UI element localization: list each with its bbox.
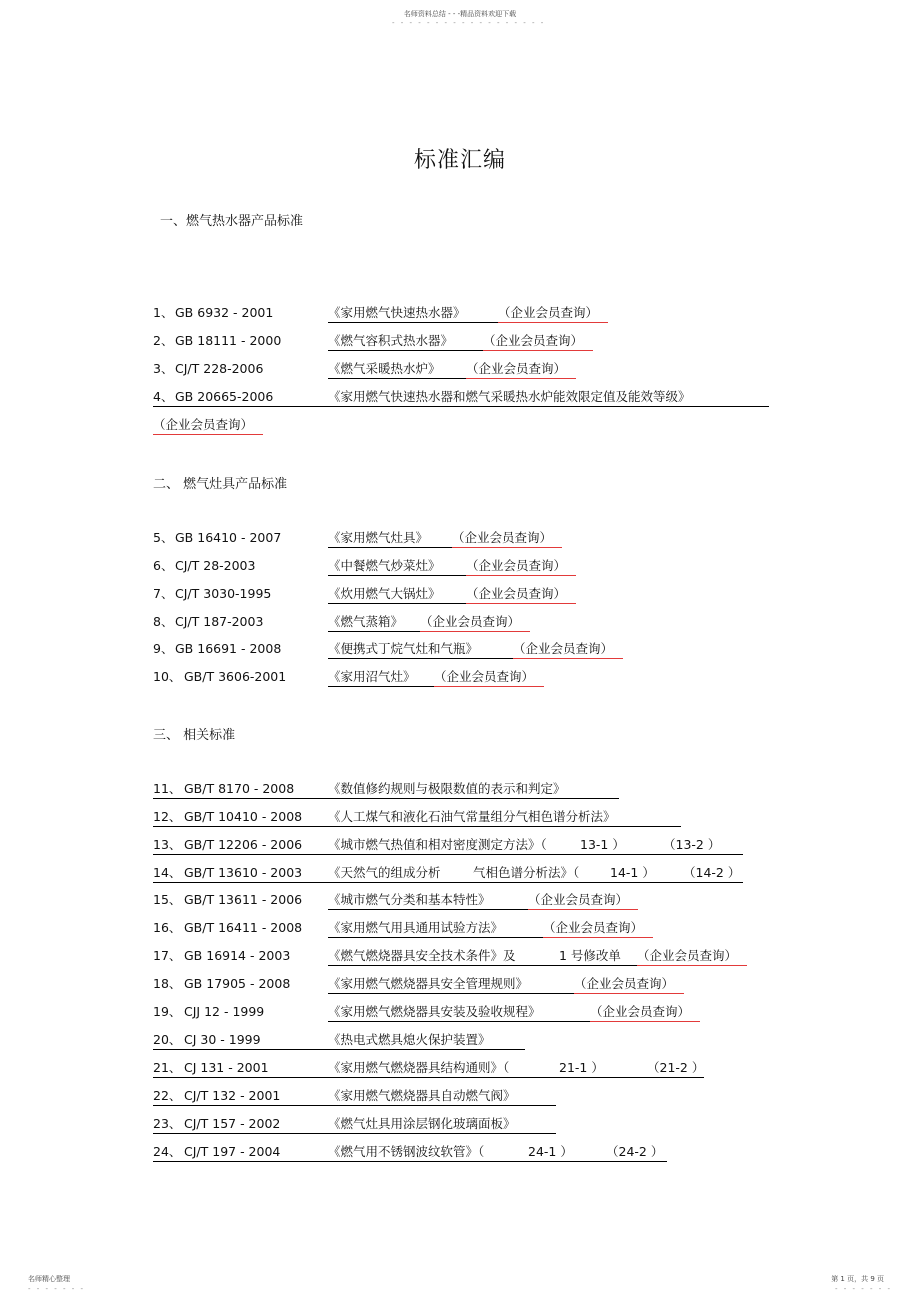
item-part: 气相色谱分析法》（ <box>473 865 580 880</box>
item-note: （企业会员查询） <box>513 640 623 659</box>
item-code: GB/T 13610 - 2003 <box>184 865 303 880</box>
item-number: 20、 <box>153 1032 182 1047</box>
item-note: （企业会员查询） <box>466 360 576 379</box>
item-part: （14-2 ） <box>683 865 741 880</box>
section-heading-2: 二、 燃气灶具产品标准 <box>153 477 288 492</box>
item-code: GB 17905 - 2008 <box>184 976 291 991</box>
item-title: 《人工煤气和液化石油气常量组分气相色谱分析法》 <box>328 809 616 824</box>
item-number: 2、 <box>153 333 174 348</box>
item-code: CJ/T 3030-1995 <box>175 586 272 601</box>
standard-item-10 <box>153 668 544 686</box>
item-code: CJ/T 228-2006 <box>175 361 264 376</box>
item-code: GB 6932 - 2001 <box>175 305 274 320</box>
item-code: GB/T 8170 - 2008 <box>184 781 295 796</box>
item-title: 《燃气燃烧器具安全技术条件》及 <box>328 947 559 966</box>
item-code: CJ/T 28-2003 <box>175 558 256 573</box>
standard-item-4 <box>153 388 769 407</box>
item-title: 《家用燃气用具通用试验方法》 <box>328 919 543 938</box>
item-part: （13-2 ） <box>663 837 721 852</box>
standard-item-11 <box>153 780 619 799</box>
standard-item-8 <box>153 613 530 631</box>
standard-item-23 <box>153 1115 556 1134</box>
item-note: （企业会员查询） <box>483 332 593 351</box>
item-title: 《天然气的组成分析 <box>328 865 441 880</box>
document-title: 标准汇编 <box>413 148 506 173</box>
item-number: 23、 <box>153 1116 182 1131</box>
item-note: （企业会员查询） <box>637 947 747 966</box>
standard-item-22 <box>153 1087 556 1106</box>
item-note: （企业会员查询） <box>153 416 263 435</box>
item-title: 《便携式丁烷气灶和气瓶》 <box>328 640 513 659</box>
item-code: CJ/T 197 - 2004 <box>184 1144 281 1159</box>
item-title: 《热电式燃具熄火保护装置》 <box>328 1032 491 1047</box>
item-number: 12、 <box>153 809 182 824</box>
item-number: 14、 <box>153 865 182 880</box>
item-code: GB 20665-2006 <box>175 389 274 404</box>
item-title: 《燃气采暖热水炉》 <box>328 360 466 379</box>
item-title: 《燃气蒸箱》 <box>328 613 420 632</box>
item-code: GB/T 13611 - 2006 <box>184 892 303 907</box>
standard-item-14 <box>153 864 743 883</box>
standard-item-15 <box>153 891 638 909</box>
item-code: CJJ 12 - 1999 <box>184 1004 265 1019</box>
standard-item-4-note <box>153 416 263 434</box>
item-title: 《家用燃气燃烧器具自动燃气阀》 <box>328 1088 516 1103</box>
item-part: 13-1 ） <box>580 837 625 852</box>
item-note: （企业会员查询） <box>543 919 653 938</box>
item-number: 5、 <box>153 530 174 545</box>
item-title: 《家用燃气燃烧器具安全管理规则》 <box>328 975 574 994</box>
footer-dots-left: - - - - - - - <box>28 1285 86 1293</box>
item-title: 《家用燃气快速热水器和燃气采暖热水炉能效限定值及能效等级》 <box>328 389 691 404</box>
standard-item-19 <box>153 1003 700 1021</box>
standard-item-3 <box>153 360 589 378</box>
item-title: 《家用燃气燃烧器具结构通则》（ <box>328 1060 510 1075</box>
item-title: 《燃气灶具用涂层钢化玻璃面板》 <box>328 1116 516 1131</box>
item-code: GB 16914 - 2003 <box>184 948 291 963</box>
item-code: GB/T 3606-2001 <box>184 669 287 684</box>
item-number: 4、 <box>153 389 174 404</box>
item-title: 《燃气用不锈钢波纹软管》（ <box>328 1144 485 1159</box>
item-number: 15、 <box>153 892 182 907</box>
standard-item-24 <box>153 1143 667 1162</box>
standard-item-18 <box>153 975 684 993</box>
standard-item-1 <box>153 304 619 322</box>
item-part: 1 号修改单 <box>559 947 637 966</box>
item-code: CJ/T 157 - 2002 <box>184 1116 281 1131</box>
item-code: CJ/T 187-2003 <box>175 614 264 629</box>
standard-item-17 <box>153 947 747 965</box>
item-title: 《家用沼气灶》 <box>328 668 434 687</box>
item-part: 14-1 ） <box>610 865 655 880</box>
item-note: （企业会员查询） <box>574 975 684 994</box>
item-number: 19、 <box>153 1004 182 1019</box>
item-title: 《家用燃气灶具》 <box>328 529 452 548</box>
item-number: 9、 <box>153 641 174 656</box>
item-note: （企业会员查询） <box>466 557 576 576</box>
item-number: 3、 <box>153 361 174 376</box>
standard-item-2 <box>153 332 605 350</box>
item-code: GB 16691 - 2008 <box>175 641 282 656</box>
item-code: GB 16410 - 2007 <box>175 530 282 545</box>
item-number: 10、 <box>153 669 182 684</box>
item-note: （企业会员查询） <box>466 585 576 604</box>
item-note: （企业会员查询） <box>420 613 530 632</box>
standard-item-9 <box>153 640 623 658</box>
page-header: 名师资料总结 - - -精品资料欢迎下载 <box>403 10 517 18</box>
item-number: 22、 <box>153 1088 182 1103</box>
item-title: 《炊用燃气大锅灶》 <box>328 585 466 604</box>
standard-item-5 <box>153 529 562 547</box>
item-code: CJ/T 132 - 2001 <box>184 1088 281 1103</box>
item-note: （企业会员查询） <box>498 304 608 323</box>
item-number: 1、 <box>153 305 174 320</box>
item-note: （企业会员查询） <box>434 668 544 687</box>
section-heading-1: 一、燃气热水器产品标准 <box>160 214 304 229</box>
standard-item-20 <box>153 1031 525 1050</box>
item-number: 6、 <box>153 558 174 573</box>
item-part: 21-1 ） <box>559 1060 604 1075</box>
item-number: 24、 <box>153 1144 182 1159</box>
item-number: 17、 <box>153 948 182 963</box>
item-code: GB 18111 - 2000 <box>175 333 282 348</box>
item-note: （企业会员查询） <box>590 1003 700 1022</box>
item-note: （企业会员查询） <box>452 529 562 548</box>
header-dots: - - - - - - - - - - - - - - - - - - <box>392 19 546 27</box>
item-code: GB/T 12206 - 2006 <box>184 837 303 852</box>
item-code: GB/T 16411 - 2008 <box>184 920 303 935</box>
item-number: 21、 <box>153 1060 182 1075</box>
item-title: 《城市燃气分类和基本特性》 <box>328 891 528 910</box>
item-title: 《城市燃气热值和相对密度测定方法》（ <box>328 837 547 852</box>
standard-item-12 <box>153 808 681 827</box>
item-title: 《家用燃气燃烧器具安装及验收规程》 <box>328 1003 590 1022</box>
item-number: 11、 <box>153 781 182 796</box>
page-number: 第 1 页，共 9 页 <box>831 1275 884 1283</box>
item-note: （企业会员查询） <box>528 891 638 910</box>
footer-dots-right: - - - - - - - <box>834 1285 892 1293</box>
section-heading-3: 三、 相关标准 <box>153 728 236 743</box>
item-number: 8、 <box>153 614 174 629</box>
item-number: 13、 <box>153 837 182 852</box>
item-part: 24-1 ） <box>528 1144 573 1159</box>
item-title: 《中餐燃气炒菜灶》 <box>328 557 466 576</box>
item-title: 《家用燃气快速热水器》 <box>328 304 498 323</box>
item-code: GB/T 10410 - 2008 <box>184 809 303 824</box>
item-number: 18、 <box>153 976 182 991</box>
item-code: CJ 30 - 1999 <box>184 1032 261 1047</box>
item-title: 《数值修约规则与极限数值的表示和判定》 <box>328 781 566 796</box>
item-title: 《燃气容积式热水器》 <box>328 332 483 351</box>
item-number: 7、 <box>153 586 174 601</box>
standard-item-16 <box>153 919 653 937</box>
standard-item-7 <box>153 585 576 603</box>
item-part: （21-2 ） <box>647 1060 705 1075</box>
item-code: CJ 131 - 2001 <box>184 1060 269 1075</box>
standard-item-13 <box>153 836 743 855</box>
standard-item-6 <box>153 557 576 575</box>
item-part: （24-2 ） <box>606 1144 664 1159</box>
standard-item-21 <box>153 1059 704 1078</box>
item-number: 16、 <box>153 920 182 935</box>
footer-left: 名师精心整理 <box>28 1275 70 1283</box>
